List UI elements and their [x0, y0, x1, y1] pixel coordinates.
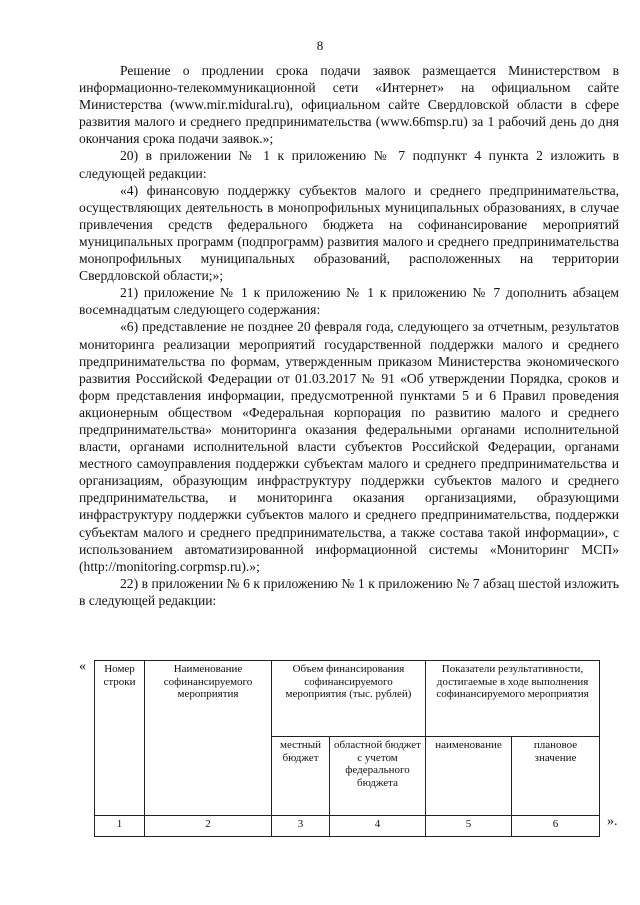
- document-body: [79, 62, 619, 609]
- paragraph: 21) приложение № 1 к приложению № 1 к приложению № 7 дополнить абзацем восемнадцатым следующего содержания:: [79, 285, 619, 318]
- paragraph: 22) в приложении № 6 к приложению № 1 к приложению № 7 абзац шестой изложить в следующей редакции:: [79, 575, 619, 608]
- column-number: 5: [426, 816, 512, 837]
- open-quote: «: [79, 659, 86, 674]
- table-row: [95, 816, 600, 837]
- table-header-row: [95, 661, 600, 737]
- column-number: 6: [512, 816, 600, 837]
- header-planned-value: плановое значение: [512, 737, 600, 816]
- paragraph: 20) в приложении № 1 к приложению № 7 подпункт 4 пункта 2 изложить в следующей редакции:: [79, 148, 619, 181]
- funding-table: [94, 660, 600, 837]
- header-indicator-name: наименование: [426, 737, 512, 816]
- header-event-name: Наименование софинансируемого мероприятия: [145, 661, 272, 816]
- paragraph: «6) представление не позднее 20 февраля года, следующего за отчетным, результатов мониторинга реализации мероприятий государственной поддержки малого и среднего предпринимательства по формам, утвержденным приказом Министерства экономического развития Российской Федерации от 01.03.2017 № 91 «Об утверждении Порядка, сроков и форм представления информации, предусмотренной пунктами 5 и 6 Правил проведения акционерным обществом «Федеральная корпорация по развитию малого и среднего предпринимательства» мониторинга оказания федеральными органами исполнительной власти, органами исполнительной власти субъектов Российской Федерации, органами местного самоуправления поддержки субъектам малого и среднего предпринимательства и организациям, образующим инфраструктуру поддержки субъектов малого и среднего предпринимательства, и мониторинга оказания организациями, образующими инфраструктуру поддержки субъектов малого и среднего предпринимательства, поддержки субъектам малого и среднего предпринимательства, а также состава такой информации», с использованием автоматизированной информационной системы «Мониторинг МСП» (http://monitoring.corpmsp.ru).»;: [79, 319, 619, 574]
- column-number: 2: [145, 816, 272, 837]
- paragraph: Решение о продлении срока подачи заявок размещается Министерством в информационно-телекоммуникационной сети «Интернет» на официальном сайте Министерства (www.mir.midural.ru), официальном сайте Свердловской области в сфере развития малого и среднего предпринимательства (www.66msp.ru) за 1 рабочий день до дня окончания срока подачи заявок.»;: [79, 63, 619, 147]
- header-regional-budget: областной бюджет с учетом федерального бюджета: [330, 737, 426, 816]
- header-indicators: Показатели результативности, достигаемые в ходе выполнения софинансируемого мероприятия: [426, 661, 600, 737]
- close-quote: ».: [607, 814, 618, 829]
- paragraph: «4) финансовую поддержку субъектов малого и среднего предпринимательства, осуществляющих деятельность в монопрофильных муниципальных образованиях, в случае привлечения средств федерального бюджета на софинансирование мероприятий муниципальных программ (подпрограмм) развития малого и среднего предпринимательства монопрофильных муниципальных образований, расположенных на территории Свердловской области;»;: [79, 182, 619, 284]
- column-number: 3: [272, 816, 330, 837]
- header-row-number: Номер строки: [95, 661, 145, 816]
- header-local-budget: местный бюджет: [272, 737, 330, 816]
- column-number: 1: [95, 816, 145, 837]
- page-number: 8: [316, 38, 324, 53]
- column-number: 4: [330, 816, 426, 837]
- header-funding-volume: Объем финансирования софинансируемого мероприятия (тыс. рублей): [272, 661, 426, 737]
